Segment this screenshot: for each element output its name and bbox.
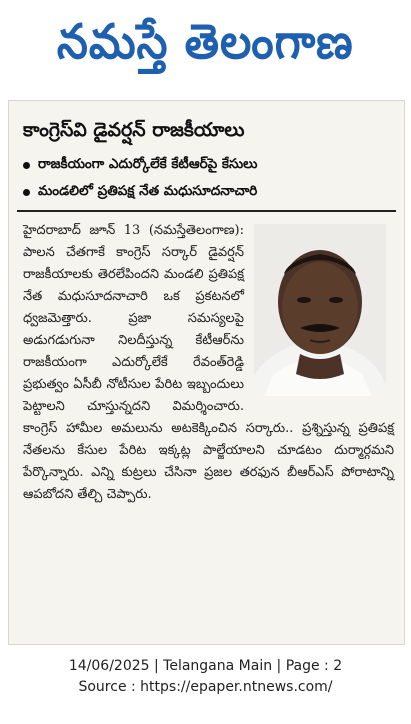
source-link[interactable]: Source : https://epaper.ntnews.com/ [78, 679, 333, 695]
portrait-photo [254, 224, 386, 396]
portrait-illustration [254, 224, 386, 396]
subheading-text: రాజకీయంగా ఎదుర్కోలేకే కేటీఆర్‌పై కేసులు [38, 156, 258, 172]
subheading-text: మండలిలో ప్రతిపక్ష నేత మధుసూదనాచారి [38, 183, 258, 199]
subheading-list [9, 156, 404, 202]
article-headline: కాంగ్రెస్‌వి డైవర్షన్ రాజకీయాలు [23, 119, 245, 141]
date-edition-page: 14/06/2025 | Telangana Main | Page : 2 [68, 658, 343, 674]
article-body [9, 220, 404, 506]
bullet-icon [23, 189, 30, 196]
masthead [0, 0, 411, 96]
bullet-icon [23, 162, 30, 169]
subheading-item [23, 156, 396, 175]
subheading-item [23, 183, 396, 202]
masthead-title: నమస్తే తెలంగాణ [57, 14, 354, 70]
source-footer [0, 656, 411, 698]
article-text: హైదరాబాద్ జూన్ 13 (నమస్తేతెలంగాణ): పాలన చేతగాకే కాంగ్రెస్ సర్కార్ డైవర్షన్ రాజకీయాలకు తెరలేపిందని మండలి ప్రతిపక్ష నేత మధుసూదనాచారి ఒక ప్రకటనలో ధ్వజమెత్తారు. ప్రజా సమస్యలపై అడుగడుగునా నిలదీస్తున్న కేటీఆర్‌ను రాజకీయంగా ఎదుర్కోలేకే రేవంత్‌రెడ్డి ప్రభుత్వం ఏసీబీ నోటీసుల పేరిట ఇబ్బందులు పెట్టాలని చూస్తున్నదని విమర్శించారు. కాంగ్రెస్ హామీల అమలును అటకెక్కించిన సర్కారు.. ప్రశ్నిస్తున్న ప్రతిపక్ష నేతలను కేసుల పేరిట ఇక్కట్ల పాల్జేయాలని చూడటం దుర్మార్గమని పేర్కొన్నారు. ఎన్ని కుట్రలు చేసినా ప్రజల తరఫున బీఆర్‌ఎస్ పోరాటాన్ని ఆపబోదని తేల్చి చెప్పారు. [23, 223, 394, 502]
news-clipping [8, 100, 405, 645]
divider [17, 210, 396, 212]
